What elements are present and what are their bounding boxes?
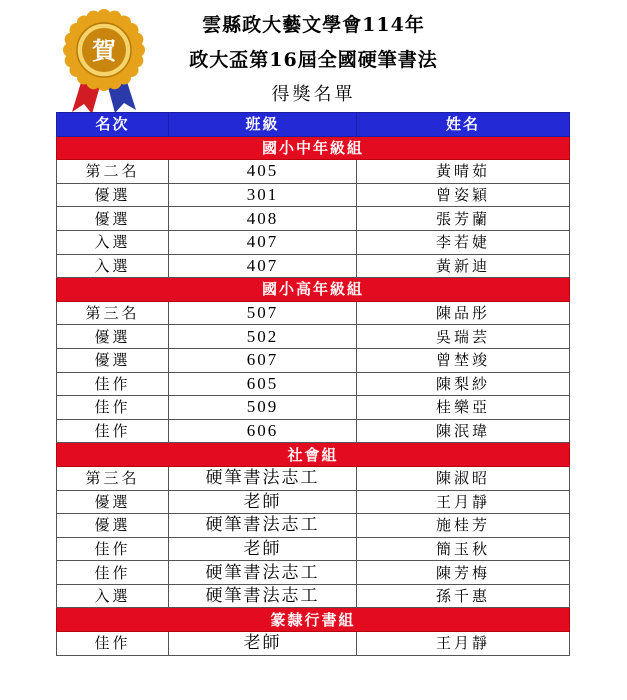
column-header-name: 姓名 (357, 113, 570, 137)
rank-cell: 優選 (57, 490, 169, 514)
class-cell: 老師 (169, 490, 357, 514)
rank-cell: 第三名 (57, 301, 169, 325)
class-cell: 硬筆書法志工 (169, 514, 357, 538)
student-name-cell: 王月靜 (357, 632, 570, 656)
table-row (57, 632, 570, 656)
rank-cell: 優選 (57, 325, 169, 349)
class-cell: 老師 (169, 632, 357, 656)
award-table (56, 112, 570, 656)
document-header (0, 0, 627, 110)
class-cell: 502 (169, 325, 357, 349)
student-name-cell: 李若婕 (357, 230, 570, 254)
table-row (57, 254, 570, 278)
table-row (57, 230, 570, 254)
rank-cell: 優選 (57, 514, 169, 538)
group-header-row (57, 443, 570, 467)
table-row (57, 183, 570, 207)
column-header-class: 班級 (169, 113, 357, 137)
rank-cell: 優選 (57, 207, 169, 231)
group-header-row (57, 608, 570, 632)
class-cell: 605 (169, 372, 357, 396)
group-title: 社會組 (57, 443, 570, 467)
group-title: 國小中年級組 (57, 136, 570, 160)
table-row (57, 160, 570, 184)
group-title: 篆隸行書組 (57, 608, 570, 632)
class-cell: 407 (169, 254, 357, 278)
column-header-row (57, 113, 570, 137)
rank-cell: 入選 (57, 254, 169, 278)
student-name-cell: 陳芳梅 (357, 561, 570, 585)
group-header-row (57, 136, 570, 160)
student-name-cell: 黃新迪 (357, 254, 570, 278)
student-name-cell: 吳瑞芸 (357, 325, 570, 349)
table-row (57, 207, 570, 231)
student-name-cell: 陳淑昭 (357, 466, 570, 490)
class-cell: 407 (169, 230, 357, 254)
table-row (57, 584, 570, 608)
rank-cell: 佳作 (57, 396, 169, 420)
table-row (57, 466, 570, 490)
table-row (57, 490, 570, 514)
table-row (57, 561, 570, 585)
class-cell: 老師 (169, 537, 357, 561)
student-name-cell: 王月靜 (357, 490, 570, 514)
class-cell: 405 (169, 160, 357, 184)
class-cell: 硬筆書法志工 (169, 561, 357, 585)
rank-cell: 佳作 (57, 632, 169, 656)
table-row (57, 372, 570, 396)
student-name-cell: 曾埜竣 (357, 348, 570, 372)
rank-cell: 第二名 (57, 160, 169, 184)
rank-cell: 入選 (57, 584, 169, 608)
student-name-cell: 張芳蘭 (357, 207, 570, 231)
badge-label: 賀 (92, 37, 116, 65)
rank-cell: 優選 (57, 183, 169, 207)
table-row (57, 514, 570, 538)
table-row (57, 301, 570, 325)
class-cell: 408 (169, 207, 357, 231)
rank-cell: 第三名 (57, 466, 169, 490)
student-name-cell: 陳泯瑋 (357, 419, 570, 443)
group-title: 國小高年級組 (57, 278, 570, 302)
table-row (57, 348, 570, 372)
student-name-cell: 曾姿穎 (357, 183, 570, 207)
table-row (57, 325, 570, 349)
table-row (57, 419, 570, 443)
student-name-cell: 桂樂亞 (357, 396, 570, 420)
student-name-cell: 施桂芳 (357, 514, 570, 538)
column-header-rank: 名次 (57, 113, 169, 137)
class-cell: 硬筆書法志工 (169, 584, 357, 608)
rank-cell: 佳作 (57, 561, 169, 585)
student-name-cell: 孫千惠 (357, 584, 570, 608)
rank-cell: 佳作 (57, 537, 169, 561)
class-cell: 509 (169, 396, 357, 420)
title-line-2: 政大盃第16屆全國硬筆書法 (189, 49, 438, 71)
student-name-cell: 陳品彤 (357, 301, 570, 325)
class-cell: 301 (169, 183, 357, 207)
title-line-3: 得獎名單 (271, 84, 356, 105)
class-cell: 507 (169, 301, 357, 325)
student-name-cell: 簡玉秋 (357, 537, 570, 561)
rank-cell: 佳作 (57, 419, 169, 443)
student-name-cell: 陳梨紗 (357, 372, 570, 396)
group-header-row (57, 278, 570, 302)
rank-cell: 佳作 (57, 372, 169, 396)
table-row (57, 537, 570, 561)
rank-cell: 優選 (57, 348, 169, 372)
class-cell: 607 (169, 348, 357, 372)
class-cell: 606 (169, 419, 357, 443)
rank-cell: 入選 (57, 230, 169, 254)
table-row (57, 396, 570, 420)
class-cell: 硬筆書法志工 (169, 466, 357, 490)
title-line-1: 雲縣政大藝文學會114年 (202, 14, 425, 36)
student-name-cell: 黃晴茹 (357, 160, 570, 184)
